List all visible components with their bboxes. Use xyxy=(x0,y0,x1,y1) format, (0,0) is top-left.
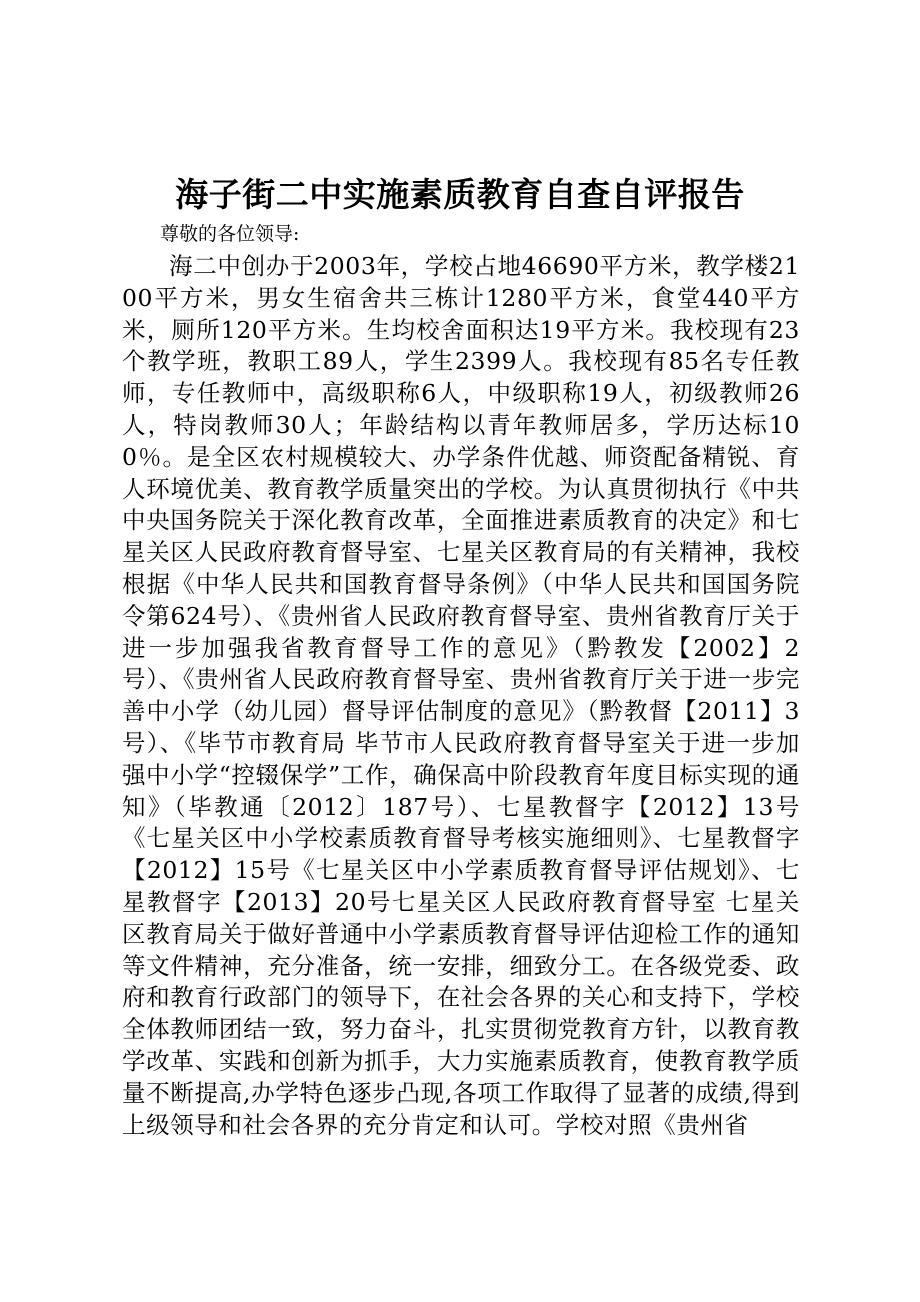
document-title: 海子街二中实施素质教育自查自评报告 xyxy=(175,175,745,214)
body-paragraph: 海二中创办于2003年，学校占地46690平方米，教学楼2100平方米，男女生宿舍共三栋计1280平方米，食堂440平方米，厕所120平方米。生均校舍面积达19平方米。我校现有23个教学班，教职工89人，学生2399人。我校现有85名专任教师，专任教师中，高级职称6人，中级职称19人，初级教师26人，特岗教师30人；年龄结构以青年教师居多，学历达标100％。是全区农村规模较大、办学条件优越、师资配备精锐、育人环境优美、教育教学质量突出的学校。为认真贯彻执行《中共中央国务院关于深化教育改革，全面推进素质教育的决定》和七星关区人民政府教育督导室、七星关区教育局的有关精神，我校根据《中华人民共和国教育督导条例》（中华人民共和国国务院令第624号）、《贵州省人民政府教育督导室、贵州省教育厅关于进一步加强我省教育督导工作的意见》（黔教发【2002】2号）、《贵州省人民政府教育督导室、贵州省教育厅关于进一步完善中小学（幼儿园）督导评估制度的意见》（黔教督【2011】3号）、《毕节市教育局 毕节市人民政府教育督导室关于进一步加强中小学“控辍保学”工作，确保高中阶段教育年度目标实现的通知》（毕教通〔2012〕187号）、七星教督字【2012】13号《七星关区中小学校素质教育督导考核实施细则》、七星教督字【2012】15号《七星关区中小学素质教育督导评估规划》、七星教督字【2013】20号七星关区人民政府教育督导室 七星关区教育局关于做好普通中小学素质教育督导评估迎检工作的通知等文件精神，充分准备，统一安排，细致分工。在各级党委、政府和教育行政部门的领导下，在社会各界的关心和支持下，学校全体教师团结一致，努力奋斗，扎实贯彻党教育方针，以教育教学改革、实践和创新为抓手，大力实施素质教育，使教育教学质量不断提高,办学特色逐步凸现,各项工作取得了显著的成绩,得到上级领导和社会各界的充分肯定和认可。学校对照《贵州省 xyxy=(122,252,800,1139)
salutation: 尊敬的各位领导: xyxy=(160,223,300,245)
